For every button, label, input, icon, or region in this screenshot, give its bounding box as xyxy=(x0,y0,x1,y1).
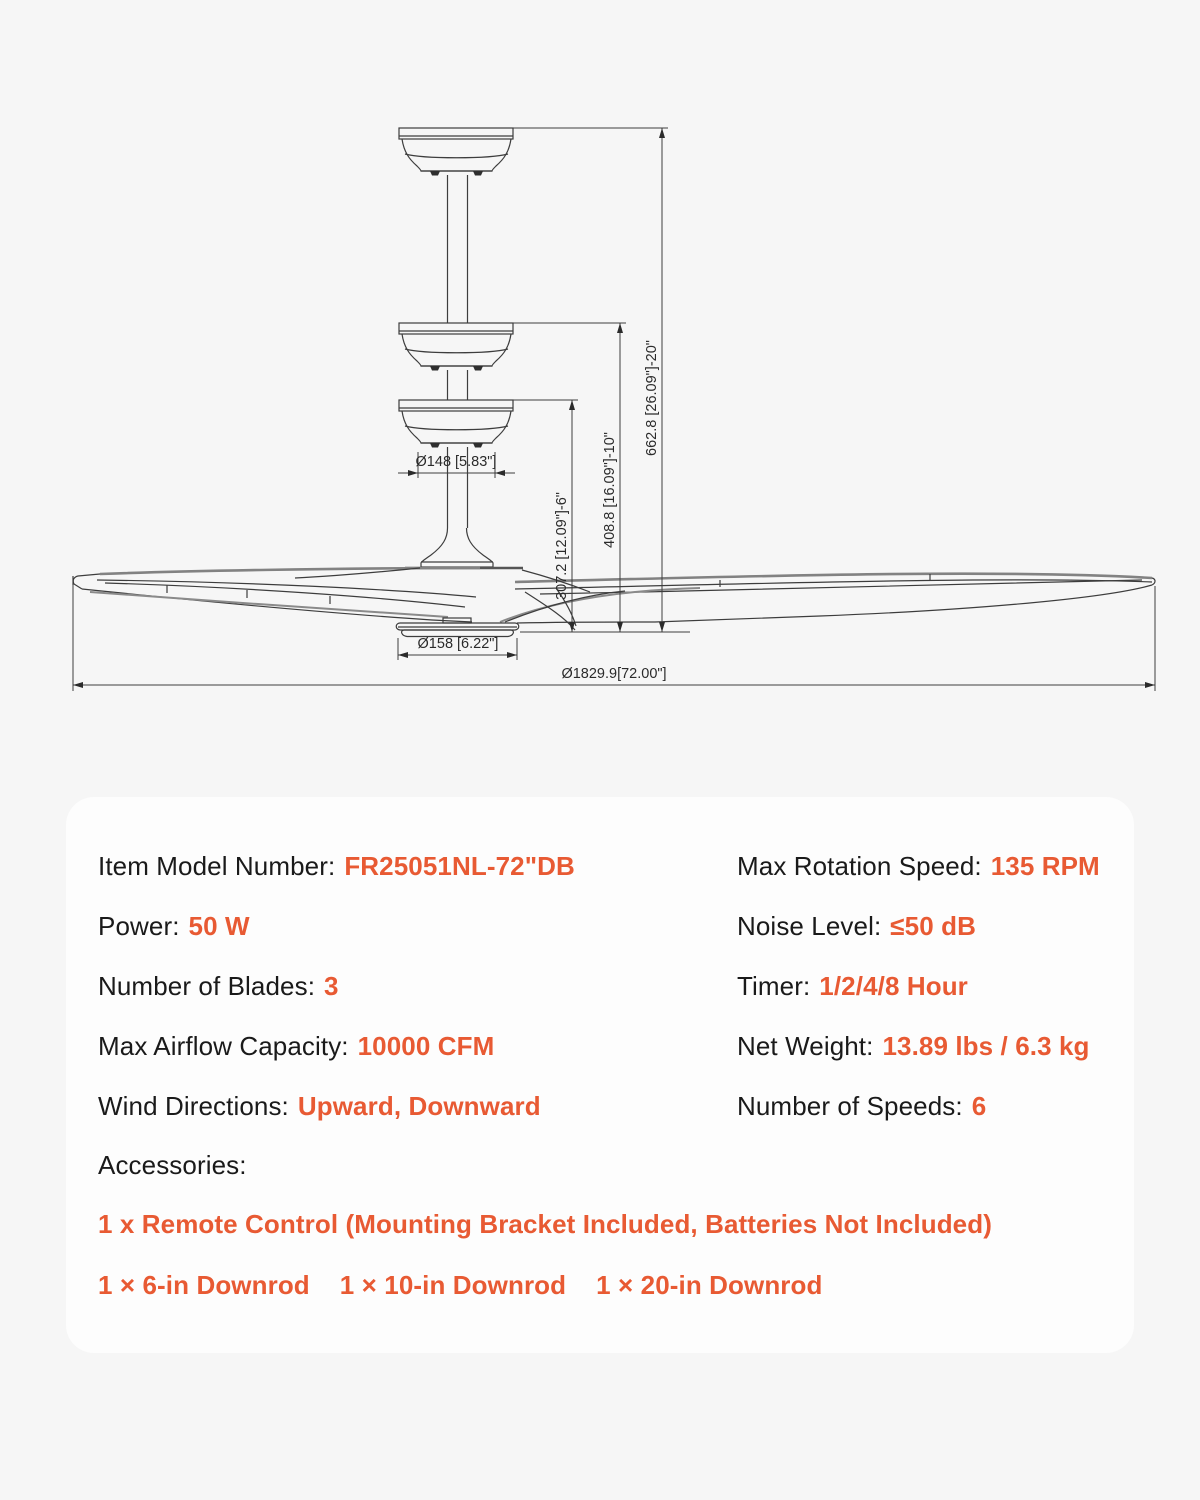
spec-value: 13.89 lbs / 6.3 kg xyxy=(882,1031,1090,1061)
spec-row-wind-directions xyxy=(98,1090,541,1122)
spec-value: Upward, Downward xyxy=(297,1091,541,1121)
dim-label-height-6in: 307.2 [12.09"]-6" xyxy=(554,492,570,600)
downrod xyxy=(448,175,468,528)
ceiling-canopy-20in xyxy=(399,128,513,176)
spec-value: FR25051NL-72"DB xyxy=(344,851,575,881)
rear-blade-curves xyxy=(295,568,700,630)
ceiling-canopy-10in xyxy=(399,323,513,371)
accessory-downrod-10in: 1 × 10-in Downrod xyxy=(339,1270,567,1300)
spec-value: ≤50 dB xyxy=(890,911,976,941)
spec-row-model xyxy=(98,850,575,882)
spec-label: Number of Blades: xyxy=(98,971,316,1001)
spec-value: 3 xyxy=(324,971,339,1001)
spec-row-noise-level xyxy=(737,910,976,942)
accessory-downrod-6in: 1 × 6-in Downrod xyxy=(98,1270,310,1300)
left-blade xyxy=(73,568,480,622)
spec-label: Item Model Number: xyxy=(98,851,336,881)
spec-value: 10000 CFM xyxy=(357,1031,495,1061)
spec-label: Timer: xyxy=(737,971,811,1001)
spec-row-rotation-speed xyxy=(737,850,1100,882)
spec-row-airflow xyxy=(98,1030,494,1062)
spec-row-timer xyxy=(737,970,968,1002)
ceiling-canopy-6in xyxy=(399,400,513,448)
spec-value: 6 xyxy=(971,1091,987,1121)
spec-row-power xyxy=(98,910,250,942)
spec-label: Wind Directions: xyxy=(98,1091,289,1121)
motor-bell xyxy=(421,528,493,567)
accessory-remote-control: 1 x Remote Control (Mounting Bracket Included, Batteries Not Included) xyxy=(98,1209,992,1239)
spec-label: Max Airflow Capacity: xyxy=(98,1031,349,1061)
accessory-downrods xyxy=(98,1269,822,1301)
spec-label: Power: xyxy=(98,911,180,941)
spec-row-net-weight xyxy=(737,1030,1090,1062)
spec-value: 50 W xyxy=(188,911,250,941)
spec-panel xyxy=(66,797,1134,1353)
spec-label: Noise Level: xyxy=(737,911,882,941)
spec-label: Max Rotation Speed: xyxy=(737,851,982,881)
fan-linework xyxy=(73,128,1155,637)
dim-label-height-10in: 408.8 [16.09"]-10" xyxy=(602,432,618,548)
dim-label-height-20in: 662.8 [26.09"]-20" xyxy=(644,340,660,456)
dim-label-overall-diameter: Ø1829.9[72.00"] xyxy=(561,666,667,682)
spec-label: Number of Speeds: xyxy=(737,1091,963,1121)
spec-value: 135 RPM xyxy=(990,851,1100,881)
spec-label: Net Weight: xyxy=(737,1031,874,1061)
spec-value: 1/2/4/8 Hour xyxy=(819,971,968,1001)
accessory-downrod-20in: 1 × 20-in Downrod xyxy=(596,1270,823,1300)
spec-row-speeds xyxy=(737,1090,986,1122)
dim-label-canopy-diameter: Ø148 [5.83"] xyxy=(415,454,497,470)
spec-row-blades xyxy=(98,970,339,1002)
accessories-heading: Accessories: xyxy=(98,1150,247,1180)
right-blade xyxy=(515,574,1155,622)
dim-label-cap-diameter: Ø158 [6.22"] xyxy=(417,636,499,652)
